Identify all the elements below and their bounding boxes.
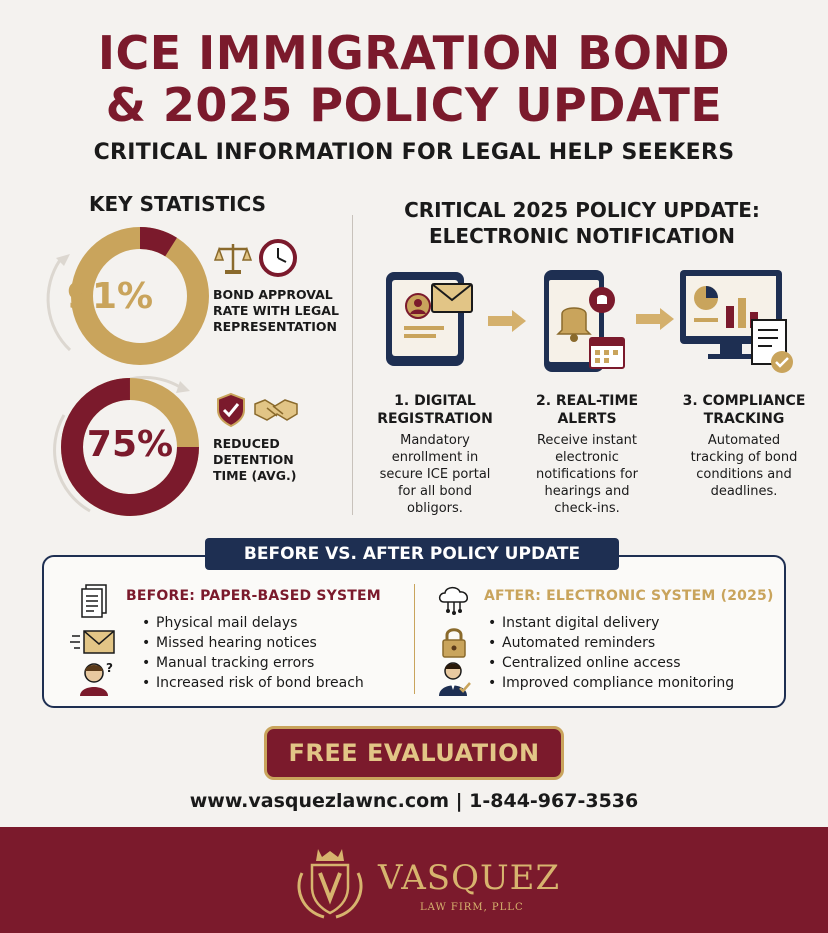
step-desc: obligors. bbox=[407, 501, 463, 516]
list-item: • Manual tracking errors bbox=[140, 653, 410, 673]
section-divider bbox=[352, 215, 353, 515]
free-evaluation-button[interactable]: FREE EVALUATION bbox=[264, 726, 564, 780]
step-desc: conditions and bbox=[696, 467, 792, 482]
before-list bbox=[140, 613, 410, 693]
brand-sub: LAW FIRM, PLLC bbox=[420, 902, 524, 913]
user-check-icon bbox=[438, 660, 472, 696]
policy-heading-1: CRITICAL 2025 POLICY UPDATE: bbox=[404, 198, 760, 222]
step-desc: Automated bbox=[707, 433, 781, 448]
comparison-divider bbox=[414, 584, 415, 694]
stat-value-91: 91% bbox=[66, 276, 154, 317]
step-title: ALERTS bbox=[557, 411, 617, 427]
contact-line[interactable]: www.vasquezlawnc.com | 1-844-967-3536 bbox=[189, 790, 639, 812]
step-desc: tracking of bond bbox=[690, 450, 798, 465]
handshake-icon bbox=[253, 394, 299, 426]
step-desc: notifications for bbox=[536, 467, 638, 482]
step-1 bbox=[360, 392, 510, 517]
step-desc: secure ICE portal bbox=[379, 467, 491, 482]
stat-desc-line: DETENTION bbox=[213, 452, 294, 467]
stat-desc-line: TIME (AVG.) bbox=[213, 468, 297, 483]
policy-heading-2: ELECTRONIC NOTIFICATION bbox=[429, 224, 735, 248]
list-item: • Instant digital delivery bbox=[486, 613, 782, 633]
lock-icon bbox=[440, 626, 468, 658]
stat-desc-line: REDUCED bbox=[213, 436, 280, 451]
after-list bbox=[486, 613, 782, 693]
comparison-tag: BEFORE VS. AFTER POLICY UPDATE bbox=[205, 538, 619, 570]
list-item: • Increased risk of bond breach bbox=[140, 673, 410, 693]
subtitle: CRITICAL INFORMATION FOR LEGAL HELP SEEKERS bbox=[93, 140, 735, 165]
list-item: • Improved compliance monitoring bbox=[486, 673, 782, 693]
stat-desc-91 bbox=[213, 287, 348, 335]
step-desc: Receive instant bbox=[536, 433, 638, 448]
stat-value-75: 75% bbox=[86, 424, 174, 465]
arrow-right-icon bbox=[634, 306, 676, 332]
step-title: 2. REAL-TIME bbox=[535, 393, 639, 409]
arrow-right-icon bbox=[486, 308, 528, 334]
step-title: REGISTRATION bbox=[377, 411, 493, 427]
list-item: • Missed hearing notices bbox=[140, 633, 410, 653]
step-desc: electronic bbox=[555, 450, 619, 465]
step-title: TRACKING bbox=[703, 411, 785, 427]
stat-desc-75 bbox=[213, 436, 348, 484]
stat-desc-line: REPRESENTATION bbox=[213, 319, 338, 334]
step-desc: enrollment in bbox=[391, 450, 479, 465]
phone-bell-icon bbox=[540, 268, 632, 376]
scales-icon bbox=[213, 240, 253, 276]
list-item: • Automated reminders bbox=[486, 633, 782, 653]
step-desc: deadlines. bbox=[710, 484, 778, 499]
step-3 bbox=[664, 392, 824, 500]
document-icon bbox=[80, 584, 108, 618]
confused-person-icon bbox=[78, 660, 116, 696]
svg-text:?: ? bbox=[106, 661, 113, 675]
stat-desc-line: RATE WITH LEGAL bbox=[213, 303, 339, 318]
monitor-chart-icon bbox=[678, 268, 796, 378]
mail-delay-icon bbox=[70, 628, 116, 656]
step-desc: Mandatory bbox=[400, 433, 470, 448]
cloud-network-icon bbox=[436, 584, 472, 616]
firm-crest-logo bbox=[290, 843, 370, 923]
list-item: • Physical mail delays bbox=[140, 613, 410, 633]
title-line-2: & 2025 POLICY UPDATE bbox=[105, 78, 723, 132]
tablet-mail-icon bbox=[382, 270, 476, 370]
brand-name: VASQUEZ bbox=[378, 858, 561, 898]
step-desc: hearings and bbox=[544, 484, 630, 499]
step-desc: for all bond bbox=[397, 484, 473, 499]
step-2 bbox=[512, 392, 662, 517]
clock-icon bbox=[258, 238, 298, 278]
list-item: • Centralized online access bbox=[486, 653, 782, 673]
step-title: 3. COMPLIANCE bbox=[682, 393, 806, 409]
before-heading: BEFORE: PAPER-BASED SYSTEM bbox=[126, 588, 381, 604]
title-line-1: ICE IMMIGRATION BOND bbox=[97, 26, 731, 80]
shield-check-icon bbox=[215, 392, 247, 428]
stats-heading: KEY STATISTICS bbox=[88, 192, 267, 216]
stat-desc-line: BOND APPROVAL bbox=[213, 287, 333, 302]
step-desc: check-ins. bbox=[554, 501, 620, 516]
after-heading: AFTER: ELECTRONIC SYSTEM (2025) bbox=[484, 588, 774, 604]
step-title: 1. DIGITAL bbox=[394, 393, 476, 409]
